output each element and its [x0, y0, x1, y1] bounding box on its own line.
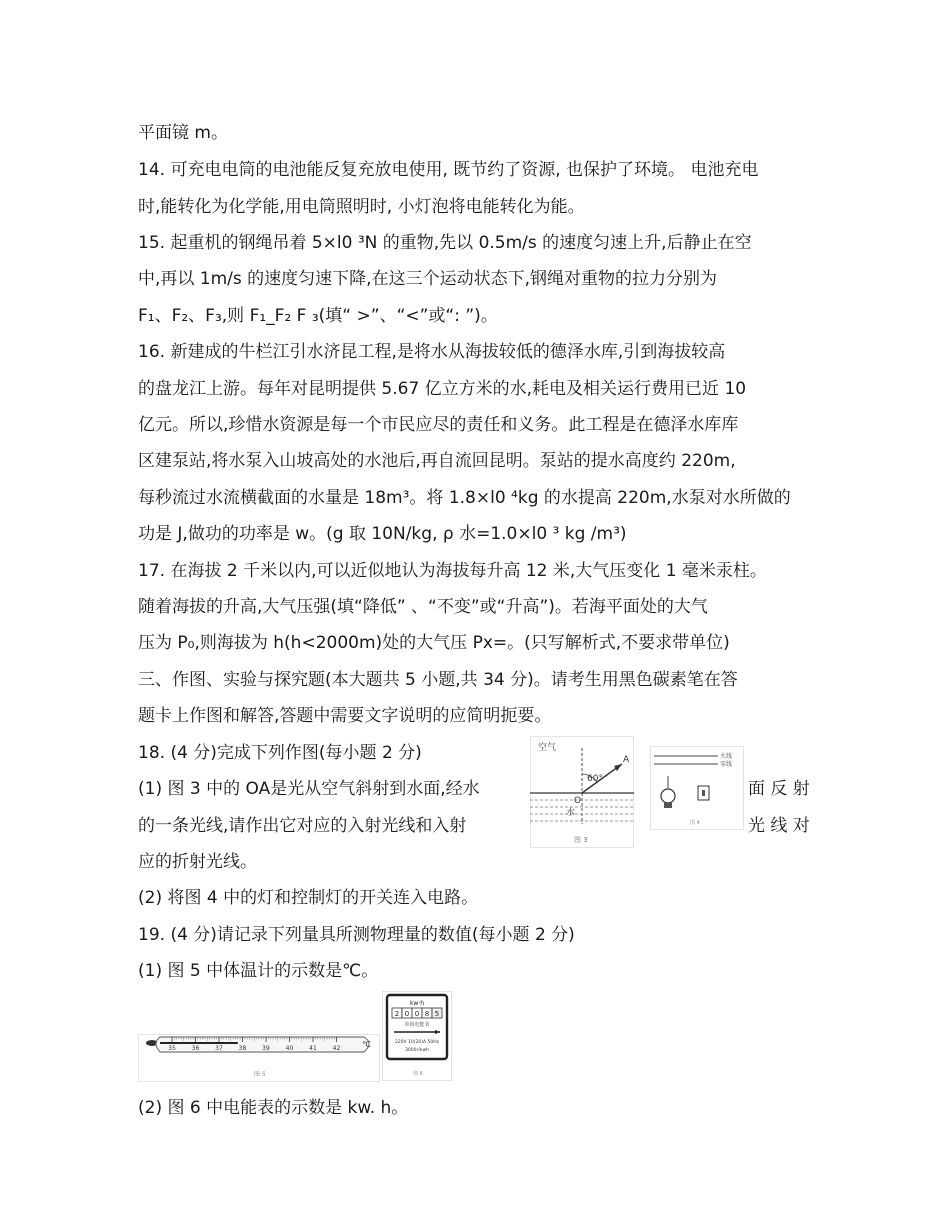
fig4-live-label: 火线 [720, 753, 733, 760]
question-18-1-line-3: 应的折射光线。 [138, 852, 257, 872]
text-line-1: 平面镜 m。 [138, 123, 228, 143]
question-15-line-3: F₁、F₂、F₃,则 F₁_F₂ F ₃(填“ >”、“<”或“: ”)。 [138, 306, 498, 326]
thermo-unit: ℃ [362, 1040, 371, 1049]
figure-5 [138, 1034, 380, 1082]
question-18-2: (2) 将图 4 中的灯和控制灯的开关连入电路。 [138, 888, 479, 908]
thermo-tick-label: 38 [238, 1045, 247, 1052]
right-column-text-1: 面 反 射 [748, 779, 810, 799]
right-column-text-2: 光 线 对 [748, 816, 810, 836]
question-19-2: (2) 图 6 中电能表的示数是 kw. h。 [138, 1098, 409, 1118]
fig6-caption: 图 6 [413, 1071, 423, 1077]
thermometer [138, 1034, 380, 1082]
question-16-line-3: 亿元。所以,珍惜水资源是每一个市民应尽的责任和义务。此工程是在德泽水库库 [138, 415, 739, 435]
thermo-tick-label: 37 [215, 1045, 223, 1052]
fig3-o-label: O [574, 796, 582, 806]
figure-3 [530, 736, 634, 848]
section-3-title-line-2: 题卡上作图和解答,答题中需要文字说明的应简明扼要。 [138, 706, 552, 726]
section-3-title-line-1: 三、作图、实验与探究题(本大题共 5 小题,共 34 分)。请考生用黑色碳素笔在答 [138, 670, 738, 690]
meter-digit: 0 [404, 1010, 410, 1018]
question-18-1-line-2: 的一条光线,请作出它对应的入射光线和入射 [138, 816, 467, 836]
fig3-water-label: 水 [566, 808, 576, 818]
figure-6 [382, 991, 452, 1081]
meter-digit: 0 [414, 1010, 420, 1018]
question-15-line-2: 中,再以 1m/s 的速度匀速下降,在这三个运动状态下,钢绳对重物的拉力分别为 [138, 269, 717, 289]
meter-spec-2: 3000r/kwh [405, 1048, 429, 1053]
question-17-line-2: 随着海拔的升高,大气压强(填“降低” 、“不变”或“升高”)。若海平面处的大气 [138, 597, 708, 617]
fig3-angle-label: 60° [587, 774, 603, 784]
question-14-line-2: 时,能转化为化学能,用电筒照明时, 小灯泡将电能转化为能。 [138, 197, 585, 217]
fig3-a-label: A [623, 755, 630, 765]
question-17-line-1: 17. 在海拔 2 千米以内,可以近似地认为海拔每升高 12 米,大气压变化 1 毫米汞柱。 [138, 561, 767, 581]
question-19-title: 19. (4 分)请记录下列量具所测物理量的数值(每小题 2 分) [138, 925, 575, 945]
question-19-1: (1) 图 5 中体温计的示数是℃。 [138, 961, 379, 981]
meter-spec: 220V 10(20)A 50Hz [394, 1040, 440, 1045]
question-15-line-1: 15. 起重机的钢绳吊着 5×l0 ³N 的重物,先以 0.5m/s 的速度匀速上升,后静止在空 [138, 233, 752, 253]
fig3-air-label: 空气 [538, 743, 557, 753]
meter-digit: 2 [394, 1010, 400, 1018]
question-16-line-4: 区建泵站,将水泵入山坡高处的水池后,再自流回昆明。泵站的提水高度约 220m, [138, 451, 736, 471]
question-16-line-6: 功是 J,做功的功率是 w。(g 取 10N/kg, ρ 水=1.0×l0 ³ kg /m³) [138, 524, 627, 544]
thermo-tick-label: 41 [309, 1045, 317, 1052]
meter-digit: 8 [424, 1010, 430, 1018]
question-14-line-1: 14. 可充电电筒的电池能反复充放电使用, 既节约了资源, 也保护了环境。 电池充电 [138, 160, 759, 180]
figure-4 [650, 746, 744, 830]
question-16-line-5: 每秒流过水流横截面的水量是 18m³。将 1.8×l0 ⁴kg 的水提高 220m,水泵对水所做的 [138, 488, 791, 508]
question-16-line-2: 的盘龙江上游。每年对昆明提供 5.67 亿立方米的水,耗电及相关运行费用已近 10 [138, 379, 747, 399]
meter-subtitle: 单相电能表 [404, 1022, 430, 1028]
thermo-tick-label: 42 [332, 1045, 341, 1052]
thermo-tick-label: 39 [262, 1045, 270, 1052]
question-18-1-line-1: (1) 图 3 中的 OA是光从空气斜射到水面,经水 [138, 779, 480, 799]
thermo-tick-label: 36 [191, 1045, 200, 1052]
meter-digits [392, 1008, 442, 1018]
fig3-caption: 图 3 [574, 836, 588, 844]
question-16-line-1: 16. 新建成的牛栏江引水济昆工程,是将水从海拔较低的德泽水库,引到海拔较高 [138, 342, 726, 362]
question-17-line-3: 压为 P₀,则海拔为 h(h<2000m)处的大气压 Px=。(只写解析式,不要求带单位) [138, 633, 730, 653]
meter-unit: kw·h [409, 1000, 425, 1007]
question-18-title: 18. (4 分)完成下列作图(每小题 2 分) [138, 743, 422, 763]
meter-digit: 5 [434, 1010, 440, 1018]
thermo-tick-label: 40 [285, 1045, 294, 1052]
fig4-caption: 图 4 [690, 820, 700, 826]
fig5-caption: 图 5 [254, 1071, 266, 1078]
fig4-neutral-label: 零线 [720, 761, 733, 768]
thermo-tick-label: 35 [168, 1045, 176, 1052]
